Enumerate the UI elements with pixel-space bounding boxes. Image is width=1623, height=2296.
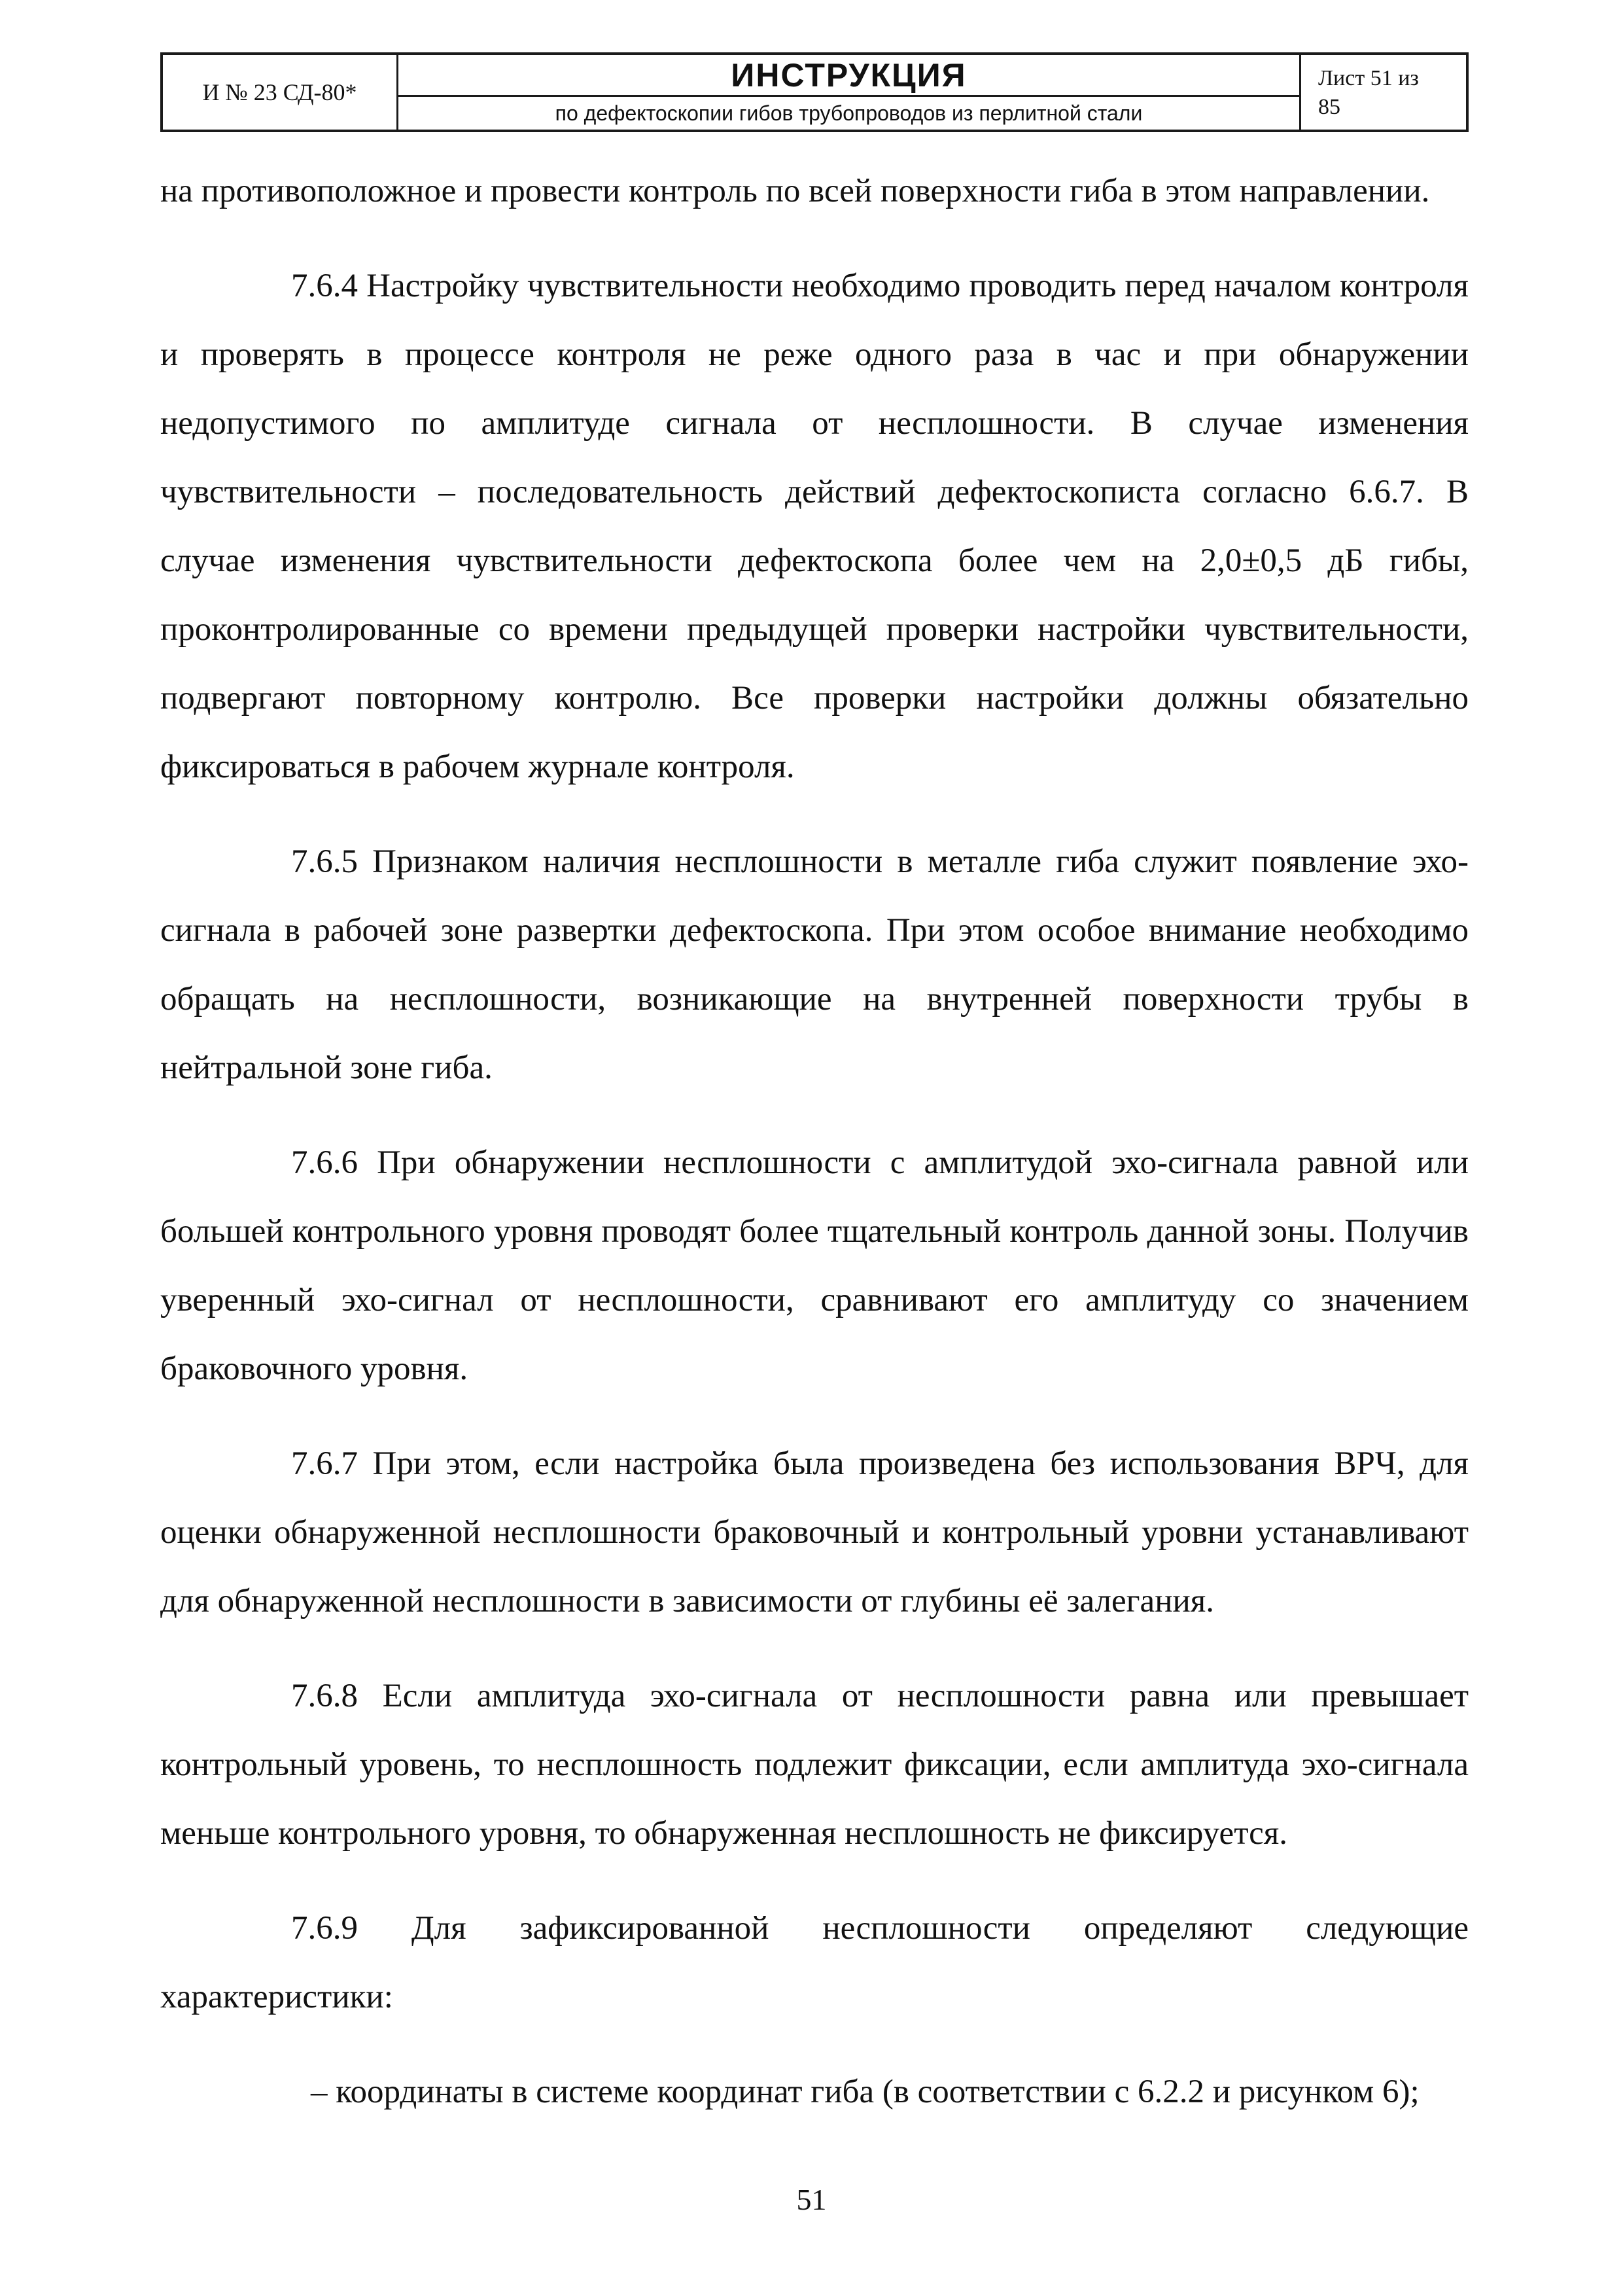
paragraph-7-6-4: 7.6.4 Настройку чувствительности необходимо проводить перед началом контроля и проверять в процессе контроля не реже одного раза в час и при обнаружении недопустимого по амплитуде сигнала от несплошности. В случае изменения чувствительности – последовательность действий дефектоскописта согласно 6.6.7. В случае изменения чувствительности дефектоскопа более чем на 2,0±0,5 дБ гибы, проконтролированные со времени предыдущей проверки настройки чувствительности, подвергают повторному контролю. Все проверки настройки должны обязательно фиксироваться в рабочем журнале контроля.	[160, 268, 1469, 785]
paragraph-7-6-6: 7.6.6 При обнаружении несплошности с амплитудой эхо-сигнала равной или большей контрольного уровня проводят более тщательный контроль данной зоны. Получив уверенный эхо-сигнал от несплошности, сравнивают его амплитуду со значением браковочного уровня.	[160, 1144, 1469, 1387]
page-number: 51	[796, 2183, 827, 2216]
list-item-coordinates: – координаты в системе координат гиба (в соответствии с 6.2.2 и рисунком 6);	[311, 2074, 1420, 2110]
doc-title: ИНСТРУКЦИЯ	[398, 55, 1299, 97]
doc-subtitle: по дефектоскопии гибов трубопроводов из перлитной стали	[555, 101, 1143, 125]
document-header	[160, 52, 1469, 132]
paragraph-7-6-7: 7.6.7 При этом, если настройка была произведена без использования ВРЧ, для оценки обнаруженной несплошности браковочный и контрольный уровни устанавливают для обнаруженной несплошности в зависимости от глубины её залегания.	[160, 1445, 1469, 1619]
doc-code: И № 23 СД-80*	[163, 55, 398, 130]
paragraph-7-6-5: 7.6.5 Признаком наличия несплошности в металле гиба служит появление эхо-сигнала в рабочей зоне развертки дефектоскопа. При этом особое внимание необходимо обращать на несплошности, возникающие на внутренней поверхности трубы в нейтральной зоне гиба.	[160, 843, 1469, 1086]
header-title-block	[398, 55, 1301, 130]
paragraph-continuation: на противоположное и провести контроль по всей поверхности гиба в этом направлении.	[160, 173, 1430, 209]
sheet-info	[1301, 55, 1466, 130]
paragraph-7-6-9: 7.6.9 Для зафиксированной несплошности определяют следующие характеристики:	[160, 1910, 1469, 2015]
document-body	[160, 157, 1469, 2153]
sheet-line-1: Лист 51 из	[1318, 66, 1419, 90]
sheet-line-2: 85	[1318, 95, 1340, 119]
paragraph-7-6-8: 7.6.8 Если амплитуда эхо-сигнала от несплошности равна или превышает контрольный уровень, то несплошность подлежит фиксации, если амплитуда эхо-сигнала меньше контрольного уровня, то обнаруженная несплошность не фиксируется.	[160, 1678, 1469, 1852]
